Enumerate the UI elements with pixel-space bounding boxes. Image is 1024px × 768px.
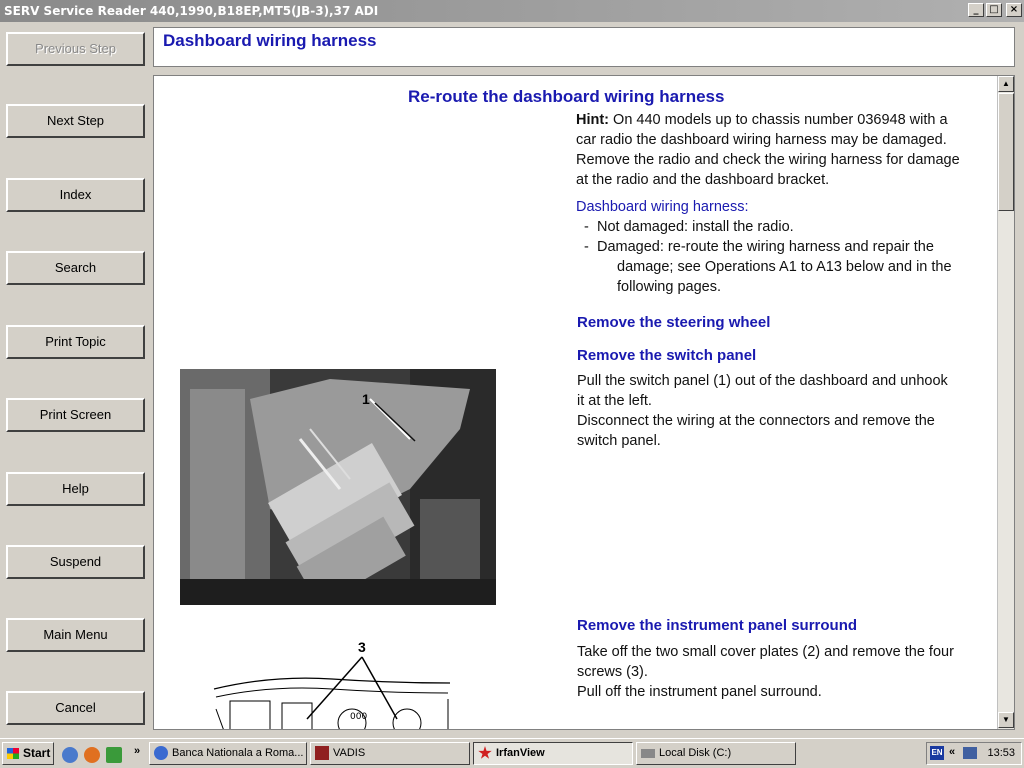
task-local-disk[interactable] [636,742,796,765]
instrument-panel-instructions [577,642,997,702]
close-button[interactable]: × [1006,3,1022,17]
show-desktop-icon[interactable] [62,747,78,763]
scroll-thumb[interactable] [998,93,1014,211]
switch-panel-photo [180,369,496,605]
minimize-button[interactable]: _ [968,3,984,17]
scroll-up-icon[interactable]: ▲ [998,76,1014,92]
hint-line: Remove the radio and check the wiring harness for damage [576,152,960,168]
cancel-button[interactable]: Cancel [6,691,145,725]
task-label: VADIS [333,747,366,759]
instrument-line: Pull off the instrument panel surround. [577,684,822,700]
topic-header [153,27,1015,67]
browser-icon [154,746,168,760]
previous-step-button[interactable]: Previous Step [6,32,145,66]
window-title: SERV Service Reader 440,1990,B18EP,MT5(JB-3),37 ADI [4,4,379,18]
bullet-damaged-cont: damage; see Operations A1 to A13 below and in the [617,259,952,275]
bullet-dash: - [584,219,589,235]
start-label: Start [23,746,51,760]
quicklaunch-more-icon[interactable]: » [134,745,141,757]
task-vadis[interactable] [310,742,470,765]
switch-line: Disconnect the wiring at the connectors and remove the [577,413,935,429]
task-label: IrfanView [496,747,545,759]
clock[interactable]: 13:53 [987,747,1015,759]
search-button[interactable]: Search [6,251,145,285]
navigation-sidebar [0,22,152,738]
hint-line: On 440 models up to chassis number 036948 with a [613,112,948,128]
content-pane[interactable] [153,75,1015,730]
system-tray [926,742,1022,765]
hint-label: Hint: [576,112,610,128]
hint-line: at the radio and the dashboard bracket. [576,172,830,188]
scroll-down-icon[interactable]: ▼ [998,712,1014,728]
disk-icon [641,749,655,758]
switch-panel-heading: Remove the switch panel [577,347,757,364]
network-icon[interactable] [963,747,977,759]
svg-text:000: 000 [350,712,368,722]
callout-1: 1 [362,391,370,407]
switch-line: it at the left. [577,393,652,409]
index-button[interactable]: Index [6,178,145,212]
topic-title: Dashboard wiring harness [163,31,377,50]
instrument-panel-heading: Remove the instrument panel surround [577,617,858,634]
section-title: Re-route the dashboard wiring harness [408,87,725,106]
help-button[interactable]: Help [6,472,145,506]
media-player-icon[interactable] [106,747,122,763]
maximize-button[interactable]: □ [986,3,1002,17]
task-label: Local Disk (C:) [659,747,732,759]
instrument-panel-drawing [212,639,452,730]
harness-heading: Dashboard wiring harness: [576,199,749,215]
irfanview-icon [478,746,492,760]
bullet-not-damaged: Not damaged: install the radio. [597,219,794,235]
bullet-damaged-cont: following pages. [617,279,721,295]
task-banca-nationala[interactable] [149,742,307,765]
main-menu-button[interactable]: Main Menu [6,618,145,652]
print-screen-button[interactable]: Print Screen [6,398,145,432]
task-irfanview[interactable] [473,742,633,765]
firefox-icon[interactable] [84,747,100,763]
next-step-button[interactable]: Next Step [6,104,145,138]
window-titlebar [0,0,1024,22]
tray-expand-icon[interactable]: « [949,746,956,758]
bullet-damaged: Damaged: re-route the wiring harness and repair the [597,239,934,255]
switch-panel-instructions [577,371,997,451]
language-indicator[interactable]: EN [930,746,944,760]
switch-line: switch panel. [577,433,661,449]
suspend-button[interactable]: Suspend [6,545,145,579]
switch-line: Pull the switch panel (1) out of the dashboard and unhook [577,373,948,389]
callout-3: 3 [358,639,366,655]
hint-line: car radio the dashboard wiring harness may be damaged. [576,132,947,148]
bullet-dash: - [584,239,589,255]
windows-logo-icon [7,748,19,759]
task-label: Banca Nationala a Roma... [172,747,304,759]
start-button[interactable] [2,742,54,765]
instrument-line: Take off the two small cover plates (2) and remove the four [577,644,954,660]
print-topic-button[interactable]: Print Topic [6,325,145,359]
steering-wheel-heading: Remove the steering wheel [577,314,771,331]
hint-block [576,110,996,190]
vertical-scrollbar[interactable] [997,76,1014,729]
taskbar [0,738,1024,768]
instrument-line: screws (3). [577,664,648,680]
vadis-icon [315,746,329,760]
